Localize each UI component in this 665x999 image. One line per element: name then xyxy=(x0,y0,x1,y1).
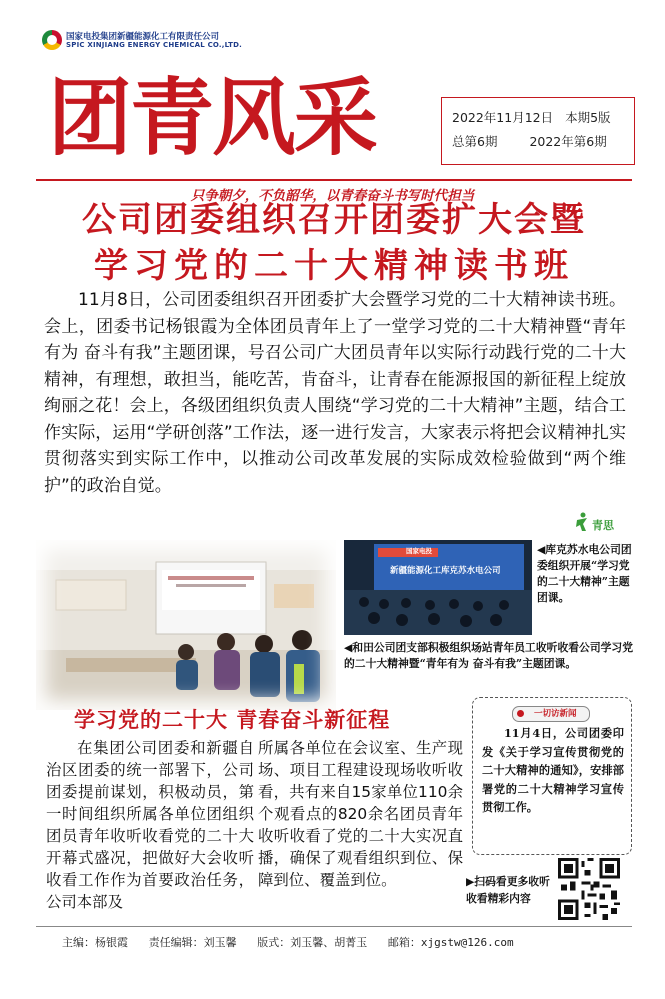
news-tag-label: 一切访新闻 xyxy=(534,709,577,719)
footer-credits xyxy=(62,934,528,950)
qr-code-icon[interactable] xyxy=(558,858,620,920)
auditorium-banner-text: 新疆能源化工库克苏水电公司 xyxy=(390,566,501,576)
footer-layout: 版式：刘玉馨、胡菁玉 xyxy=(257,936,368,949)
sub-article-column-1: 在集团公司团委和新疆自治区团委的统一部署下，公司团委提前谋划，积极动员，第一时间组织所属各单位团组织团员青年收听收看党的二十大开幕式盛况，把做好大会收听收看工作作为首要政治任务，公司本部及 xyxy=(46,739,254,911)
issue-date: 2022年11月12日 xyxy=(452,110,554,125)
sub-article-title: 学习党的二十大 青春奋斗新征程 xyxy=(74,708,391,732)
photo-classroom-illustration xyxy=(36,540,336,710)
issue-year-number: 2022年第6期 xyxy=(529,134,607,149)
auditorium-banner-brand: 国家电投 xyxy=(406,547,432,555)
issue-number-line xyxy=(452,132,607,150)
company-name-en: SPIC XINJIANG ENERGY CHEMICAL CO.,LTD. xyxy=(66,41,242,49)
company-logo-icon xyxy=(42,30,62,50)
news-brief-text: 11月4日，公司团委印发《关于学习宣传贯彻党的二十大精神的通知》，安排部署党的二十大精神学习宣传贯彻工作。 xyxy=(482,726,624,814)
photo-classroom xyxy=(36,540,336,710)
issue-date-line xyxy=(452,108,611,126)
qr-note: ▶扫码看更多收听收看精彩内容 xyxy=(466,875,550,905)
issue-total: 总第6期 xyxy=(452,134,498,149)
slogan: 只争朝夕，不负韶华，以青春奋斗书写时代担当 xyxy=(190,188,475,204)
lead-article-body: 11月8日，公司团委组织召开团委扩大会暨学习党的二十大精神读书班。会上，团委书记杨银霞为全体团员青年上了一堂学习党的二十大精神暨“青年有为 奋斗有我”主题团课，号召公司广大团员青年以实际行动践行党的二十大精神，有理想，敢担当，能吃苦，肯奋斗，让青春在能源报国的新征程上绽放绚丽之花！会上，各级团组织负责人围绕“学习党的二十大精神”主题，结合工作实际，运用“学研创落”工作法，逐一进行发言，大家表示将把会议精神扎实贯彻落实到实际工作中，以推动公司改革发展的实际成效检验做到“两个维护”的政治自觉。 xyxy=(44,290,626,496)
company-name-cn: 国家电投集团新疆能源化工有限责任公司 xyxy=(66,32,220,42)
qingsi-label: 青思 xyxy=(592,519,614,532)
masthead-title: 团青风采 xyxy=(48,68,377,167)
microphone-icon xyxy=(517,710,524,717)
issue-info-box xyxy=(441,97,635,165)
header-divider xyxy=(36,179,632,181)
photo-caption-1: ◀库克苏水电公司团委组织开展“学习党的二十大精神”主题团课。 xyxy=(537,543,632,604)
photo-caption-2: ◀和田公司团支部积极组织场站青年员工收听收看公司学习党的二十大精神暨“青年有为 奋斗有我”主题团课。 xyxy=(344,641,634,670)
photo-auditorium-illustration xyxy=(344,540,532,635)
headline-line-2: 学习党的二十大精神读书班 xyxy=(94,246,574,286)
footer-divider xyxy=(36,926,632,927)
footer-editor: 主编：杨银霞 xyxy=(62,936,128,949)
issue-edition: 本期5版 xyxy=(565,110,611,125)
photo-auditorium xyxy=(344,540,532,635)
qingsi-person-icon xyxy=(574,512,590,532)
sub-article-column-2: 所属各单位在会议室、生产现场、项目工程建设现场收听收看，共有来自15家单位110余个观看点的820余名团员青年收听收看了党的二十大实况直播，确保了观看组织到位、保障到位、覆盖到位。 xyxy=(258,739,463,889)
headline-line-1: 公司团委组织召开团委扩大会暨 xyxy=(82,200,586,240)
footer-email[interactable]: 邮箱：xjgstw@126.com xyxy=(387,936,514,949)
footer-responsible-editor: 责任编辑：刘玉馨 xyxy=(148,936,237,949)
